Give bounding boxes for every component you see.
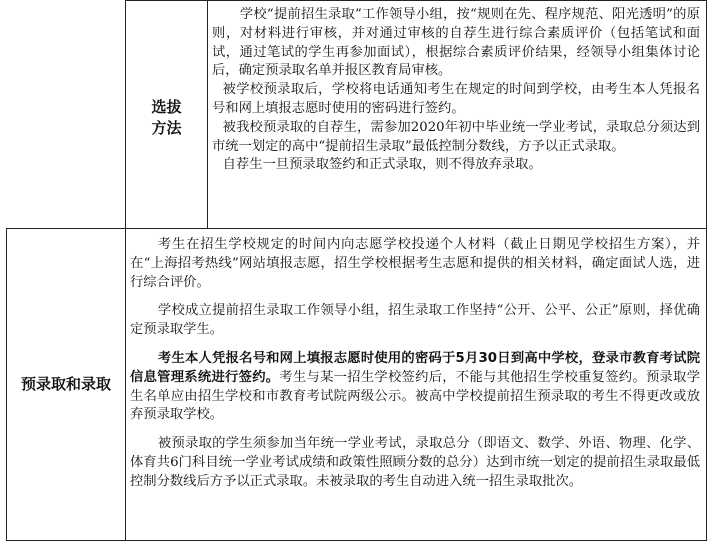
table-border-top xyxy=(125,0,707,1)
table-border-right xyxy=(706,0,707,541)
table-border-bottom xyxy=(6,540,707,541)
paragraph-exam-requirement: 被我校预录取的自荐生，需参加2020年初中毕业统一学业考试，录取总分须达到市统一划定的高中“提前招生录取”最低控制分数线，方予以正式录取。 xyxy=(212,119,700,154)
paragraph-final-admission: 被预录取的学生须参加当年统一学业考试，录取总分（即语文、数学、外语、物理、化学、体育共6门科目统一学业考试成绩和政策性照顾分数的总分）达到市统一划定的提前招生录取最低控制分数线后方予以正式录取。未被录取的考生自动进入统一招生录取批次。 xyxy=(130,436,700,489)
column-divider-lower xyxy=(125,228,126,541)
row-label-selection-method xyxy=(126,1,207,228)
label-line-1: 选拔 xyxy=(151,97,182,116)
paragraph-committee: 学校成立提前招生录取工作领导小组，招生录取工作坚持“公开、公平、公正”原则，择优确定预录取学生。 xyxy=(130,303,700,338)
label-text: 预录取和录取 xyxy=(20,375,111,393)
signing-rules-text: 考生与某一招生学校签约后，不能与其他招生学校重复签约。预录取学生名单应由招生学校和市教育考试院两级公示。被高中学校提前招生预录取的考生不得更改或放弃预录取学校。 xyxy=(130,369,700,423)
paragraph-review: 学校“提前招生录取”工作领导小组，按“规则在先、程序规范、阳光透明”的原则，对材料进行审核，并对通过审核的自荐生进行综合素质评价（包括笔试和面试，通过笔试的学生再参加面试），根据综合素质评价结果，经领导小组集体讨论后，确定预录取名单并报区教育局审核。 xyxy=(212,7,700,79)
bold-signing-deadline: 考生本人凭报名号和网上填报志愿时使用的密码于5月30日到高中学校，登录市教育考试院信息管理系统进行签约。 xyxy=(130,350,700,385)
paragraph-signing: 被学校预录取后，学校将电话通知考生在规定的时间到学校，由考生本人凭报名号和网上填报志愿时使用的密码进行签约。 xyxy=(212,82,700,116)
paragraph-no-withdraw: 自荐生一旦预录取签约和正式录取，则不得放弃录取。 xyxy=(222,157,542,173)
paragraph-materials: 考生在招生学校规定的时间内向志愿学校投递个人材料（截止日期见学校招生方案），并在“上海招考热线”网站填报志愿，招生学校根据考生志愿和提供的相关材料，确定面试人选，进行综合评价。 xyxy=(130,237,700,290)
paragraph-signing-rules xyxy=(130,350,700,425)
pre-admission-content xyxy=(130,236,700,536)
column-divider-upper xyxy=(207,0,208,228)
selection-method-content xyxy=(212,6,700,226)
label-line-2: 方法 xyxy=(151,118,182,137)
row-label-pre-admission xyxy=(7,229,125,540)
